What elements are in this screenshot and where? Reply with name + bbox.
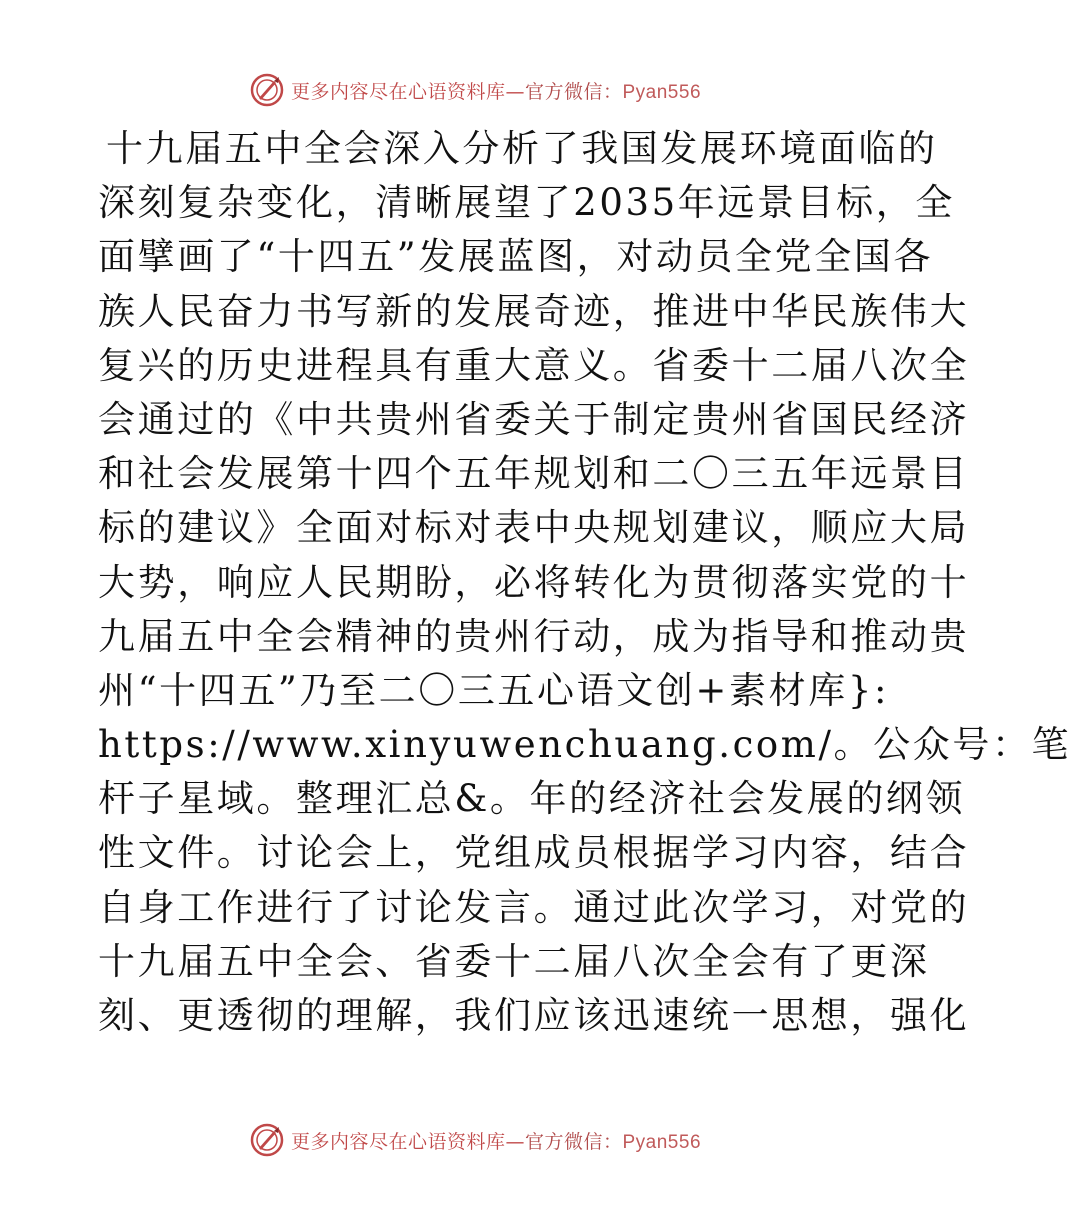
body-line: 十九届五中全会深入分析了我国发展环境面临的	[106, 127, 938, 170]
body-line: 复兴的历史进程具有重大意义。省委十二届八次全	[98, 343, 970, 387]
header-wechat-label: 官方微信：	[524, 80, 623, 103]
body-line: 十九届五中全会、省委十二届八次全会有了更深	[98, 939, 930, 983]
header-banner	[0, 70, 950, 110]
body-line: 州“十四五”乃至二〇三五心语文创+素材库}:	[98, 668, 890, 712]
body-line: 面擘画了“十四五”发展蓝图，对动员全党全国各	[98, 235, 934, 279]
body-line: 和社会发展第十四个五年规划和二〇三五年远景目	[98, 452, 970, 496]
body-line: https://www.xinyuwenchuang.com/。公众号：笔	[98, 723, 1071, 767]
body-line: 标的建议》全面对标对表中央规划建议，顺应大局	[98, 506, 970, 550]
body-line: 九届五中全会精神的贵州行动，成为指导和推动贵	[98, 614, 970, 658]
body-line: 杆子星域。整理汇总&。年的经济社会发展的纲领	[98, 777, 966, 821]
document-body	[98, 122, 1071, 1043]
quill-seal-icon	[249, 72, 285, 108]
footer-wechat-label: 官方微信：	[524, 1130, 623, 1153]
header-promo-line	[291, 77, 701, 104]
body-line: 自身工作进行了讨论发言。通过此次学习，对党的	[98, 885, 970, 929]
body-line: 大势，响应人民期盼，必将转化为贯彻落实党的十	[98, 560, 970, 604]
body-line: 会通过的《中共贵州省委关于制定贵州省国民经济	[98, 397, 970, 441]
body-line: 深刻复杂变化，清晰展望了2035年远景目标，全	[98, 181, 955, 225]
quill-seal-icon	[249, 1122, 285, 1158]
header-account: Pyan556	[622, 81, 702, 103]
footer-banner	[0, 1120, 950, 1160]
body-line: 性文件。讨论会上，党组成员根据学习内容，结合	[98, 831, 970, 875]
footer-promo-line	[291, 1127, 701, 1154]
footer-account: Pyan556	[622, 1131, 702, 1153]
footer-promo: 更多内容尽在心语资料库	[290, 1130, 506, 1153]
footer-separator: —	[505, 1130, 525, 1153]
header-promo: 更多内容尽在心语资料库	[290, 80, 506, 103]
header-separator: —	[505, 80, 525, 103]
body-line: 刻、更透彻的理解，我们应该迅速统一思想，强化	[98, 994, 970, 1037]
body-line: 族人民奋力书写新的发展奇迹，推进中华民族伟大	[98, 289, 970, 333]
